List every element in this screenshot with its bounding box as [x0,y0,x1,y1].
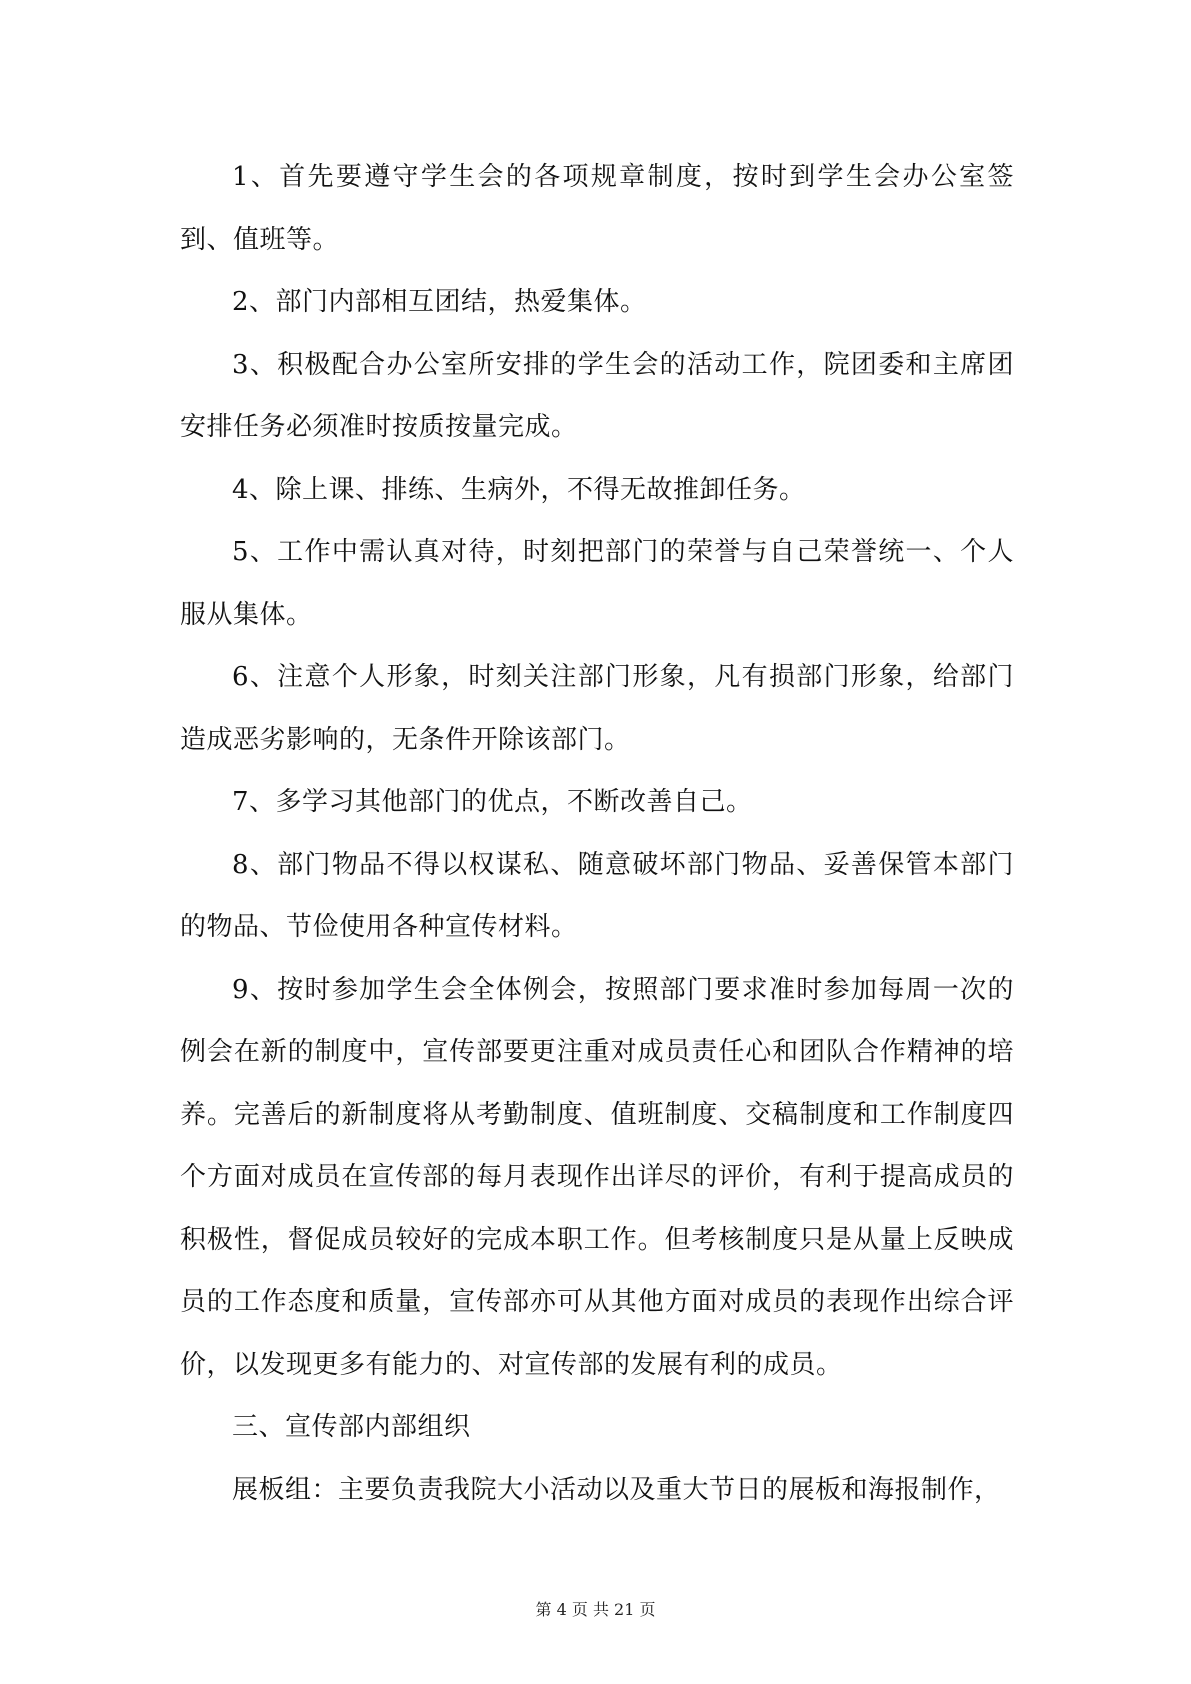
document-body [180,146,1014,1521]
paragraph-rule-7: 7、多学习其他部门的优点，不断改善自己。 [232,787,753,817]
page-number-label: 第 4 页 共 21 页 [535,1600,656,1619]
paragraph-rule-5: 5、工作中需认真对待，时刻把部门的荣誉与自己荣誉统一、个人服从集体。 [180,537,1014,630]
paragraph-rule-3: 3、积极配合办公室所安排的学生会的活动工作，院团委和主席团安排任务必须准时按质按量完成。 [180,349,1014,442]
paragraph-display-board-group: 展板组：主要负责我院大小活动以及重大节日的展板和海报制作， [232,1474,1001,1505]
paragraph-rule-1: 1、首先要遵守学生会的各项规章制度，按时到学生会办公室签到、值班等。 [180,162,1014,255]
paragraph-rule-6: 6、注意个人形象，时刻关注部门形象，凡有损部门形象，给部门造成恶劣影响的，无条件开除该部门。 [180,662,1014,755]
paragraph-rule-8: 8、部门物品不得以权谋私、随意破坏部门物品、妥善保管本部门的物品、节俭使用各种宣传材料。 [180,849,1014,942]
page-footer [0,1600,1191,1620]
paragraph-rule-4: 4、除上课、排练、生病外，不得无故推卸任务。 [232,474,806,505]
paragraph-rule-9: 9、按时参加学生会全体例会，按照部门要求准时参加每周一次的例会在新的制度中，宣传部要更注重对成员责任心和团队合作精神的培养。完善后的新制度将从考勤制度、值班制度、交稿制度和工作制度四个方面对成员在宣传部的每月表现作出详尽的评价，有利于提高成员的积极性，督促成员较好的完成本职工作。但考核制度只是从量上反映成员的工作态度和质量，宣传部亦可从其他方面对成员的表现作出综合评价，以发现更多有能力的、对宣传部的发展有利的成员。 [180,974,1014,1380]
paragraph-rule-2: 2、部门内部相互团结，热爱集体。 [232,287,647,317]
section-heading-internal-organization: 三、宣传部内部组织 [232,1412,471,1442]
